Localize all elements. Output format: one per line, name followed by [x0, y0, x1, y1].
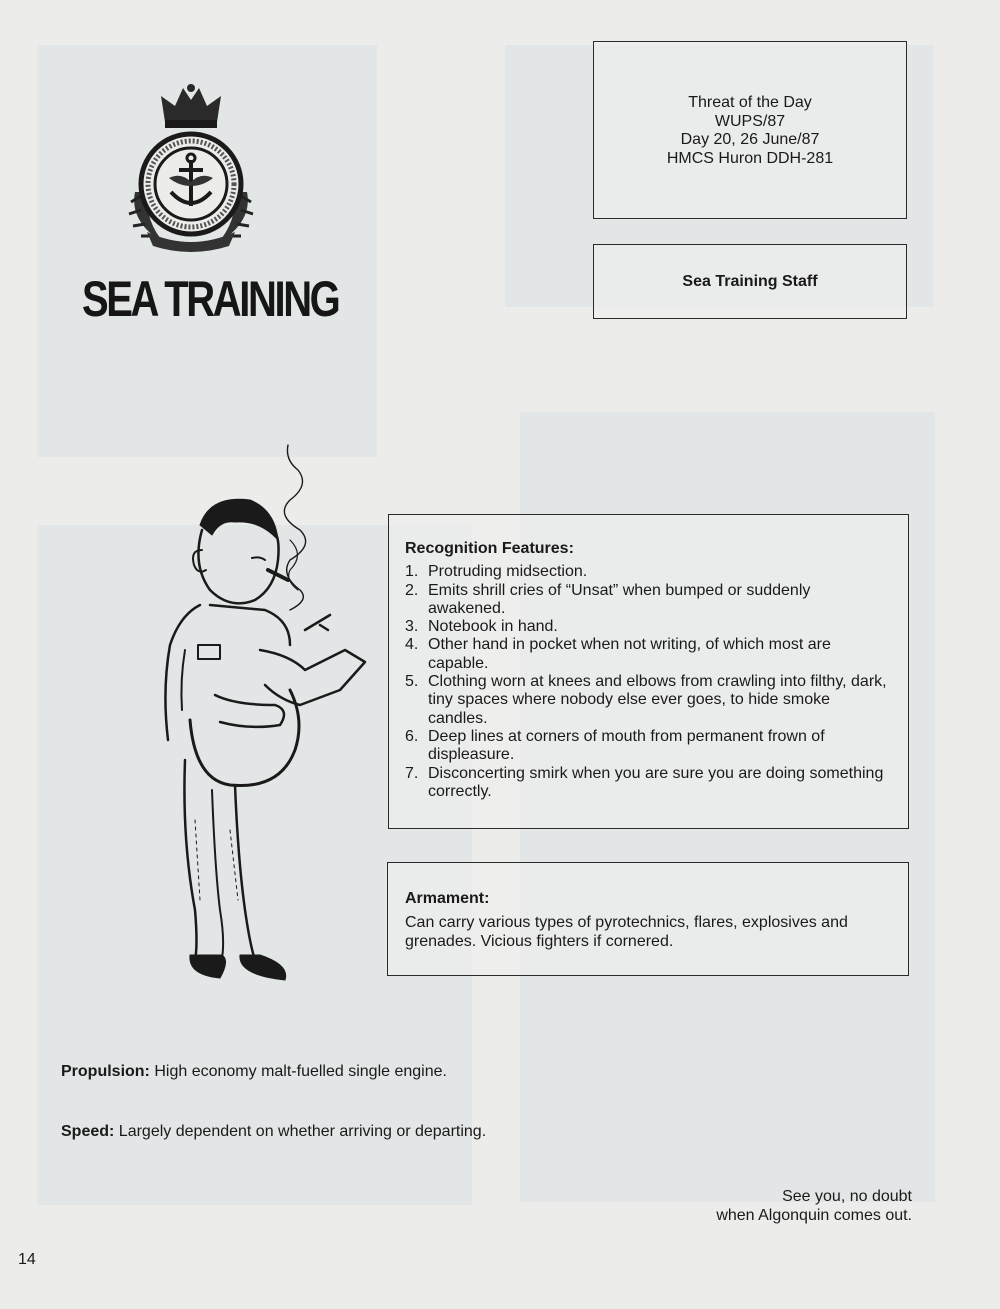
item-number: 7. [405, 764, 419, 782]
item-text: Clothing worn at knees and elbows from crawling into filthy, dark, tiny spaces where nobody else ever goes, to hide smoke candles. [428, 673, 887, 727]
page-number: 14 [18, 1251, 36, 1268]
item-number: 5. [405, 673, 419, 691]
item-text: Emits shrill cries of “Unsat” when bumped or suddenly awakened. [428, 581, 811, 617]
list-item [405, 765, 892, 802]
item-number: 4. [405, 636, 419, 654]
staff-label: Sea Training Staff [682, 272, 818, 290]
recognition-list [405, 563, 892, 801]
propulsion-label: Propulsion: [61, 1063, 150, 1080]
item-number: 2. [405, 581, 419, 599]
threat-of-the-day-box [593, 41, 907, 219]
list-item [405, 618, 892, 636]
item-text: Deep lines at corners of mouth from permanent frown of displeasure. [428, 727, 825, 764]
list-item [405, 582, 892, 619]
item-number: 6. [405, 727, 419, 745]
armament-heading: Armament: [405, 890, 490, 907]
recognition-heading: Recognition Features: [405, 540, 574, 557]
list-item [405, 728, 892, 765]
list-item [405, 563, 892, 581]
armament-box [387, 862, 909, 976]
armament-text: Can carry various types of pyrotechnics, flares, explosives and grenades. Vicious fighters if cornered. [405, 914, 848, 950]
recognition-features-box [388, 514, 909, 829]
item-text: Disconcerting smirk when you are sure you are doing something correctly. [428, 764, 884, 800]
propulsion-text: High economy malt-fuelled single engine. [154, 1063, 447, 1080]
speed-label: Speed: [61, 1123, 115, 1140]
speed-text: Largely dependent on whether arriving or departing. [118, 1123, 487, 1140]
item-number: 1. [405, 563, 419, 581]
speed-line [61, 1123, 486, 1141]
list-item [405, 636, 892, 673]
item-number: 3. [405, 618, 419, 636]
page-title: SEA TRAINING [82, 271, 339, 327]
signoff-line: when Algonquin comes out. [716, 1207, 912, 1224]
signoff-line: See you, no doubt [782, 1188, 912, 1205]
sea-training-crest-logo [125, 82, 257, 254]
item-text: Protruding midsection. [428, 563, 588, 581]
threat-line: WUPS/87 [714, 112, 786, 130]
list-item [405, 673, 892, 728]
item-text: Notebook in hand. [428, 618, 558, 636]
threat-line: HMCS Huron DDH-281 [666, 149, 834, 167]
threat-line: Threat of the Day [688, 94, 812, 111]
cartoon-officer-illustration [140, 440, 375, 990]
signoff [690, 1187, 912, 1225]
sea-training-staff-box [593, 244, 907, 319]
threat-line: Day 20, 26 June/87 [680, 131, 820, 148]
item-text: Other hand in pocket when not writing, of which most are capable. [428, 636, 831, 672]
propulsion-line [61, 1063, 447, 1081]
